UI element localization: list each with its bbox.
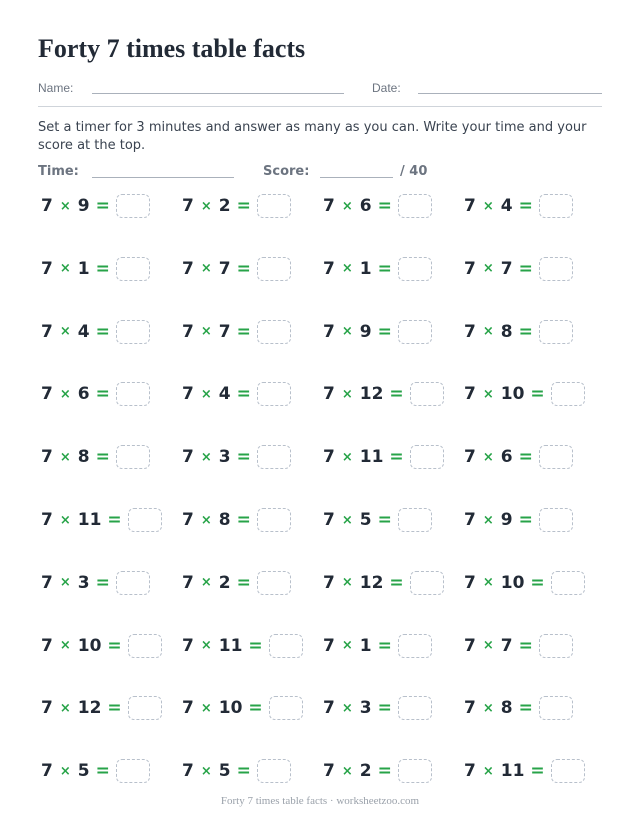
problem-item <box>323 693 432 723</box>
factor-a: 7 <box>182 321 194 342</box>
problem-item <box>182 379 291 409</box>
problem-item <box>323 568 444 598</box>
score-total: / 40 <box>400 164 428 179</box>
answer-box[interactable] <box>539 445 573 469</box>
problem-item <box>464 631 573 661</box>
factor-b: 3 <box>77 572 90 593</box>
problem-item <box>182 631 303 661</box>
answer-box[interactable] <box>116 320 150 344</box>
times-sign: × <box>482 324 494 340</box>
name-line[interactable] <box>92 93 344 94</box>
problem-item <box>182 254 291 284</box>
factor-a: 7 <box>323 196 335 216</box>
factor-b: 3 <box>218 447 231 468</box>
times-sign: × <box>482 638 494 654</box>
factor-b: 1 <box>359 635 372 656</box>
equals-sign: = <box>95 196 110 216</box>
times-sign: × <box>341 512 353 528</box>
times-sign: × <box>341 386 353 402</box>
problem-item <box>464 442 573 472</box>
times-sign: × <box>482 512 494 528</box>
times-sign: × <box>482 449 494 465</box>
factor-a: 7 <box>323 321 335 342</box>
problem-item <box>464 379 585 409</box>
problem-item <box>41 379 150 409</box>
answer-box[interactable] <box>398 194 432 218</box>
problem-item <box>182 191 291 221</box>
answer-box[interactable] <box>398 696 432 720</box>
times-sign: × <box>200 638 212 654</box>
factor-a: 7 <box>41 447 53 468</box>
times-sign: × <box>59 449 71 465</box>
times-sign: × <box>482 386 494 402</box>
times-sign: × <box>59 386 71 402</box>
equals-sign: = <box>377 196 392 216</box>
factor-b: 7 <box>218 321 231 342</box>
equals-sign: = <box>530 384 545 405</box>
factor-a: 7 <box>464 635 476 656</box>
factor-a: 7 <box>464 258 476 279</box>
equals-sign: = <box>518 698 533 719</box>
times-sign: × <box>341 198 353 214</box>
header-divider <box>38 106 602 107</box>
factor-a: 7 <box>464 196 476 216</box>
answer-box[interactable] <box>257 382 291 406</box>
equals-sign: = <box>236 258 251 279</box>
score-line[interactable] <box>320 177 393 178</box>
factor-a: 7 <box>41 572 53 593</box>
factor-a: 7 <box>182 384 194 405</box>
equals-sign: = <box>95 761 110 782</box>
answer-box[interactable] <box>116 382 150 406</box>
times-sign: × <box>200 763 212 779</box>
answer-box[interactable] <box>257 508 291 532</box>
date-line[interactable] <box>418 93 602 94</box>
times-sign: × <box>341 700 353 716</box>
problem-item <box>41 631 162 661</box>
factor-b: 7 <box>500 635 513 656</box>
factor-a: 7 <box>323 384 335 405</box>
problem-item <box>41 191 150 221</box>
answer-box[interactable] <box>116 257 150 281</box>
equals-sign: = <box>107 698 122 719</box>
times-sign: × <box>482 700 494 716</box>
equals-sign: = <box>236 321 251 342</box>
factor-b: 7 <box>500 258 513 279</box>
times-sign: × <box>341 449 353 465</box>
answer-box[interactable] <box>128 508 162 532</box>
problem-item <box>323 631 432 661</box>
factor-b: 2 <box>359 761 372 782</box>
factor-a: 7 <box>323 447 335 468</box>
problem-item <box>182 693 303 723</box>
score-label: Score: <box>263 164 310 179</box>
factor-b: 12 <box>359 384 384 405</box>
factor-a: 7 <box>182 698 194 719</box>
problem-item <box>182 505 291 535</box>
problem-item <box>323 442 444 472</box>
equals-sign: = <box>107 510 122 530</box>
problem-item <box>323 317 432 347</box>
answer-box[interactable] <box>257 759 291 783</box>
equals-sign: = <box>236 196 251 216</box>
equals-sign: = <box>389 572 404 593</box>
factor-b: 10 <box>500 384 525 405</box>
equals-sign: = <box>377 698 392 719</box>
problem-item <box>182 568 291 598</box>
factor-b: 3 <box>359 698 372 719</box>
times-sign: × <box>341 575 353 591</box>
times-sign: × <box>59 638 71 654</box>
problem-item <box>182 756 291 786</box>
factor-b: 8 <box>500 698 513 719</box>
equals-sign: = <box>95 321 110 342</box>
times-sign: × <box>482 261 494 277</box>
times-sign: × <box>341 763 353 779</box>
answer-box[interactable] <box>410 382 444 406</box>
factor-a: 7 <box>323 698 335 719</box>
times-sign: × <box>482 763 494 779</box>
factor-b: 4 <box>218 384 231 405</box>
times-sign: × <box>200 449 212 465</box>
equals-sign: = <box>95 572 110 593</box>
problem-item <box>464 317 573 347</box>
equals-sign: = <box>377 258 392 279</box>
footer: Forty 7 times table facts · worksheetzoo.com <box>220 795 420 807</box>
times-sign: × <box>200 512 212 528</box>
factor-a: 7 <box>41 321 53 342</box>
answer-box[interactable] <box>539 634 573 658</box>
factor-a: 7 <box>182 258 194 279</box>
factor-a: 7 <box>464 510 476 530</box>
equals-sign: = <box>236 384 251 405</box>
factor-a: 7 <box>464 572 476 593</box>
factor-b: 11 <box>77 510 102 530</box>
answer-box[interactable] <box>116 445 150 469</box>
times-sign: × <box>59 575 71 591</box>
factor-b: 6 <box>500 447 513 468</box>
equals-sign: = <box>236 510 251 530</box>
answer-box[interactable] <box>257 571 291 595</box>
times-sign: × <box>59 512 71 528</box>
equals-sign: = <box>518 447 533 468</box>
factor-b: 9 <box>500 510 513 530</box>
factor-a: 7 <box>464 698 476 719</box>
factor-b: 1 <box>77 258 90 279</box>
equals-sign: = <box>389 447 404 468</box>
problem-item <box>41 568 150 598</box>
answer-box[interactable] <box>539 696 573 720</box>
answer-box[interactable] <box>257 320 291 344</box>
answer-box[interactable] <box>257 445 291 469</box>
problem-item <box>323 191 432 221</box>
answer-box[interactable] <box>116 194 150 218</box>
factor-a: 7 <box>182 447 194 468</box>
factor-b: 7 <box>218 258 231 279</box>
times-sign: × <box>482 575 494 591</box>
problem-item <box>464 254 573 284</box>
times-sign: × <box>200 386 212 402</box>
factor-b: 2 <box>218 572 231 593</box>
factor-a: 7 <box>323 572 335 593</box>
equals-sign: = <box>518 321 533 342</box>
instructions: Set a timer for 3 minutes and answer as many as you can. Write your time and your score at the top. <box>38 120 587 153</box>
factor-b: 5 <box>218 761 231 782</box>
factor-a: 7 <box>41 698 53 719</box>
times-sign: × <box>341 638 353 654</box>
factor-a: 7 <box>182 572 194 593</box>
equals-sign: = <box>377 635 392 656</box>
times-sign: × <box>59 261 71 277</box>
factor-a: 7 <box>182 635 194 656</box>
problem-item <box>464 505 573 535</box>
problem-item <box>323 756 432 786</box>
times-sign: × <box>200 324 212 340</box>
factor-b: 9 <box>359 321 372 342</box>
factor-b: 12 <box>77 698 102 719</box>
factor-a: 7 <box>464 447 476 468</box>
answer-box[interactable] <box>398 320 432 344</box>
factor-a: 7 <box>41 635 53 656</box>
equals-sign: = <box>377 761 392 782</box>
equals-sign: = <box>530 572 545 593</box>
answer-box[interactable] <box>257 257 291 281</box>
problem-item <box>41 505 162 535</box>
factor-b: 9 <box>77 196 90 216</box>
times-sign: × <box>482 198 494 214</box>
problem-item <box>464 756 585 786</box>
problem-item <box>41 254 150 284</box>
factor-b: 12 <box>359 572 384 593</box>
problem-item <box>464 693 573 723</box>
factor-b: 6 <box>359 196 372 216</box>
answer-box[interactable] <box>128 696 162 720</box>
answer-box[interactable] <box>551 571 585 595</box>
problem-item <box>41 442 150 472</box>
answer-box[interactable] <box>398 508 432 532</box>
factor-a: 7 <box>182 196 194 216</box>
equals-sign: = <box>389 384 404 405</box>
factor-b: 4 <box>77 321 90 342</box>
answer-box[interactable] <box>398 257 432 281</box>
equals-sign: = <box>530 761 545 782</box>
problem-item <box>464 568 585 598</box>
answer-box[interactable] <box>116 571 150 595</box>
time-line[interactable] <box>92 177 234 178</box>
equals-sign: = <box>248 698 263 719</box>
times-sign: × <box>59 700 71 716</box>
times-sign: × <box>341 261 353 277</box>
answer-box[interactable] <box>539 257 573 281</box>
factor-a: 7 <box>41 258 53 279</box>
answer-box[interactable] <box>551 382 585 406</box>
answer-box[interactable] <box>116 759 150 783</box>
problem-item <box>464 191 573 221</box>
answer-box[interactable] <box>269 696 303 720</box>
factor-a: 7 <box>41 196 53 216</box>
equals-sign: = <box>107 635 122 656</box>
equals-sign: = <box>236 447 251 468</box>
times-sign: × <box>200 261 212 277</box>
factor-b: 11 <box>218 635 243 656</box>
problem-item <box>323 505 432 535</box>
factor-a: 7 <box>41 510 53 530</box>
factor-b: 5 <box>359 510 372 530</box>
times-sign: × <box>200 575 212 591</box>
answer-box[interactable] <box>398 634 432 658</box>
factor-a: 7 <box>464 384 476 405</box>
answer-box[interactable] <box>269 634 303 658</box>
equals-sign: = <box>518 258 533 279</box>
answer-box[interactable] <box>410 571 444 595</box>
problem-item <box>41 317 150 347</box>
answer-box[interactable] <box>410 445 444 469</box>
equals-sign: = <box>236 761 251 782</box>
factor-b: 6 <box>77 384 90 405</box>
factor-a: 7 <box>323 258 335 279</box>
equals-sign: = <box>377 321 392 342</box>
answer-box[interactable] <box>539 320 573 344</box>
answer-box[interactable] <box>539 194 573 218</box>
equals-sign: = <box>518 196 533 216</box>
equals-sign: = <box>377 510 392 530</box>
problem-item <box>182 317 291 347</box>
equals-sign: = <box>95 447 110 468</box>
factor-b: 1 <box>359 258 372 279</box>
equals-sign: = <box>518 635 533 656</box>
name-label: Name: <box>38 81 74 95</box>
factor-b: 10 <box>500 572 525 593</box>
factor-a: 7 <box>464 761 476 782</box>
factor-a: 7 <box>41 761 53 782</box>
factor-a: 7 <box>464 321 476 342</box>
answer-box[interactable] <box>398 759 432 783</box>
times-sign: × <box>200 198 212 214</box>
factor-b: 4 <box>500 196 513 216</box>
factor-a: 7 <box>323 761 335 782</box>
problem-item <box>182 442 291 472</box>
times-sign: × <box>59 198 71 214</box>
factor-b: 10 <box>218 698 243 719</box>
factor-b: 8 <box>500 321 513 342</box>
worksheet-title: Forty 7 times table facts <box>38 34 306 63</box>
factor-b: 10 <box>77 635 102 656</box>
times-sign: × <box>59 763 71 779</box>
equals-sign: = <box>236 572 251 593</box>
problem-item <box>323 254 432 284</box>
answer-box[interactable] <box>539 508 573 532</box>
answer-box[interactable] <box>257 194 291 218</box>
factor-a: 7 <box>323 635 335 656</box>
factor-a: 7 <box>182 761 194 782</box>
date-label: Date: <box>372 81 401 95</box>
factor-a: 7 <box>323 510 335 530</box>
factor-b: 5 <box>77 761 90 782</box>
answer-box[interactable] <box>128 634 162 658</box>
equals-sign: = <box>95 258 110 279</box>
times-sign: × <box>200 700 212 716</box>
factor-b: 11 <box>359 447 384 468</box>
problem-item <box>41 756 150 786</box>
times-sign: × <box>341 324 353 340</box>
factor-a: 7 <box>41 384 53 405</box>
times-sign: × <box>59 324 71 340</box>
answer-box[interactable] <box>551 759 585 783</box>
time-label: Time: <box>38 164 79 179</box>
equals-sign: = <box>248 635 263 656</box>
factor-b: 2 <box>218 196 231 216</box>
equals-sign: = <box>518 510 533 530</box>
problem-item <box>41 693 162 723</box>
problem-item <box>323 379 444 409</box>
factor-b: 11 <box>500 761 525 782</box>
factor-b: 8 <box>77 447 90 468</box>
factor-a: 7 <box>182 510 194 530</box>
equals-sign: = <box>95 384 110 405</box>
factor-b: 8 <box>218 510 231 530</box>
